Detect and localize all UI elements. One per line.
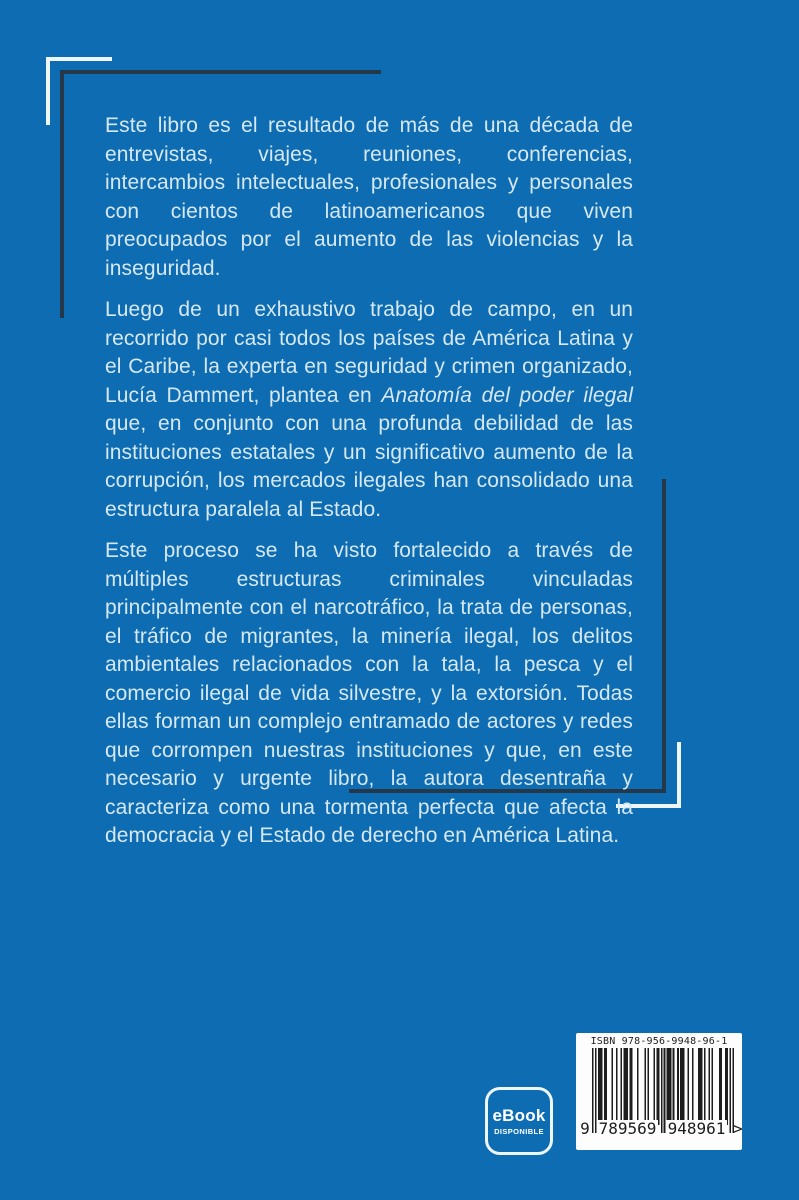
barcode-digit-group-1: 789569 [598, 1119, 657, 1138]
paragraph: Este libro es el resultado de más de una década de entrevistas, viajes, reuniones, conferencias, intercambios intelectuales, profesionales y personales con cientos de latinoamericanos que viven preocupados por el aumento de las violencias y la inseguridad. [105, 114, 633, 280]
back-cover-text [105, 112, 633, 851]
ebook-badge-subtitle: DISPONIBLE [494, 1126, 544, 1136]
isbn-label: ISBN 978-956-9948-96-1 [590, 1036, 728, 1047]
ebook-badge [485, 1087, 553, 1155]
isbn-barcode-block [576, 1033, 742, 1150]
barcode-digit-group-2: 948961 [667, 1119, 726, 1138]
paragraph: Este proceso se ha visto fortalecido a través de múltiples estructuras criminales vinculadas principalmente con el narcotráfico, la trata de personas, el tráfico de migrantes, la minería ilegal, los delitos ambientales relacionados con la tala, la pesca y el comercio ilegal de vida silvestre, y la extorsión. Todas ellas forman un complejo entramado de actores y redes que corrompen nuestras instituciones y que, en este necesario y urgente libro, la autora desentraña y caracteriza como una tormenta perfecta que afecta la democracia y el Estado de derecho en América Latina. [105, 539, 633, 847]
ebook-badge-title: eBook [492, 1105, 546, 1125]
paragraph: Luego de un exhaustivo trabajo de campo, en un recorrido por casi todos los países de América Latina y el Caribe, la experta en seguridad y crimen organizado, Lucía Dammert, plantea en Anatomía del poder ilegal que, en conjunto con una profunda debilidad de las instituciones estatales y un significativo aumento de la corrupción, los mercados ilegales han consolidado una estructura paralela al Estado. [105, 298, 633, 521]
barcode-lead-digit: 9 [580, 1119, 590, 1138]
barcode-end-symbol: > [733, 1119, 743, 1138]
book-title-italic: Anatomía del poder ilegal [381, 383, 633, 407]
